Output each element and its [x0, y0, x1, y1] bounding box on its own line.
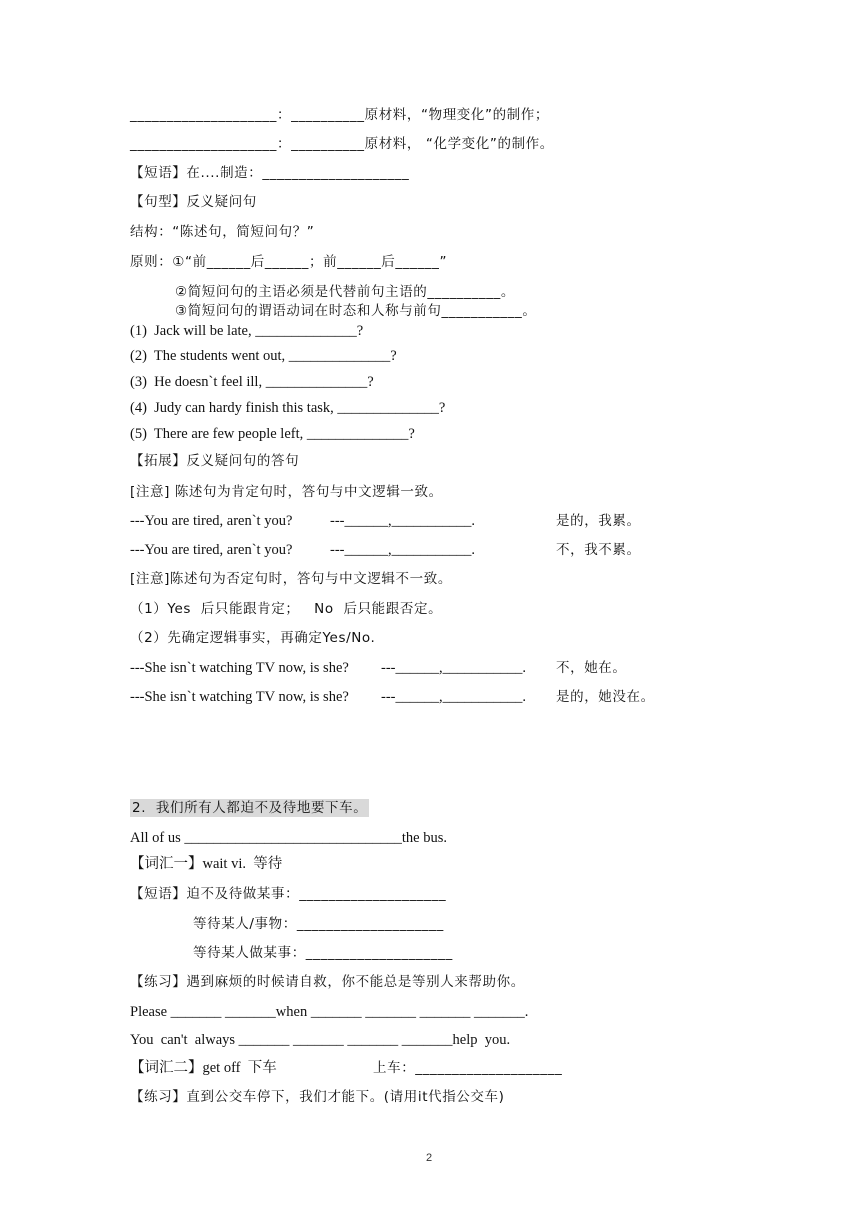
phrase-wait-to: 等待某人做某事：____________________: [193, 945, 453, 961]
answer-chinese: 不，我不累。: [556, 542, 641, 558]
phrase-cant-wait: 【短语】迫不及待做某事：____________________: [130, 886, 447, 902]
expand-title: 【拓展】反义疑问句的答句: [130, 453, 300, 469]
exercise-2: (2) The students went out, ______________?: [130, 348, 397, 364]
rule-2: ②简短问句的主语必须是代替前句主语的__________。: [175, 284, 516, 300]
all-of-us-line: All of us ______________________________the bus.: [130, 830, 447, 846]
practice-1: 【练习】遇到麻烦的时候请自救，你不能总是等别人来帮助你。: [130, 974, 525, 990]
exercise-1: (1) Jack will be late, ______________?: [130, 323, 364, 339]
note-negative: [注意]陈述句为否定句时，答句与中文逻辑不一致。: [130, 571, 452, 587]
pattern-title: 【句型】反义疑问句: [130, 194, 257, 210]
exercise-5: (5) There are few people left, ______________?: [130, 426, 415, 442]
answer-chinese: 不，她在。: [556, 660, 627, 676]
exercise-4: (4) Judy can hardy finish this task, ______________?: [130, 400, 446, 416]
section-2-heading: 2. 我们所有人都迫不及待地要下车。: [132, 800, 368, 816]
answer-blank: ---______,___________.: [330, 542, 475, 558]
please-line: Please _______ _______when _______ _______ _______ _______.: [130, 1004, 529, 1020]
page-number: 2: [426, 1152, 433, 1164]
answer-blank: ---______,___________.: [381, 660, 526, 676]
vocab-get-off: 【词汇二】get off 下车: [130, 1060, 277, 1076]
answer-blank: ---______,___________.: [330, 513, 475, 529]
rule-1: 原则：①“前______后______；前______后______”: [130, 254, 448, 270]
note-positive: [注意] 陈述句为肯定句时，答句与中文逻辑一致。: [130, 484, 443, 500]
phrase-wait-for: 等待某人/事物：____________________: [193, 916, 444, 932]
make-of-line: ____________________：__________原材料， “化学变化”的制作。: [130, 136, 554, 152]
vocab-wait: 【词汇一】wait vi. 等待: [130, 856, 283, 872]
phrase-made-in: 【短语】在....制造：____________________: [130, 165, 410, 181]
practice-2: 【练习】直到公交车停下，我们才能下。(请用it代指公交车): [130, 1089, 505, 1105]
rule-3: ③简短问句的谓语动词在时态和人称与前句___________。: [175, 303, 537, 319]
answer-chinese: 是的，我累。: [556, 513, 641, 529]
exercise-3: (3) He doesn`t feel ill, ______________?: [130, 374, 374, 390]
answer-question: ---She isn`t watching TV now, is she?: [130, 689, 349, 705]
answer-question: ---You are tired, aren`t you?: [130, 542, 293, 558]
rule-logic: （2）先确定逻辑事实，再确定Yes/No.: [130, 630, 376, 646]
you-cant-line: You can't always _______ _______ _______ _______help you.: [130, 1032, 511, 1048]
make-from-line: ____________________：__________原材料，“物理变化”的制作；: [130, 107, 549, 123]
answer-question: ---She isn`t watching TV now, is she?: [130, 660, 349, 676]
structure-line: 结构：“陈述句，简短问句？”: [130, 224, 315, 240]
answer-chinese: 是的，她没在。: [556, 689, 655, 705]
answer-question: ---You are tired, aren`t you?: [130, 513, 293, 529]
rule-yes-no: （1）Yes 后只能跟肯定； No 后只能跟否定。: [130, 601, 443, 617]
get-on-line: 上车：____________________: [373, 1060, 563, 1076]
answer-blank: ---______,___________.: [381, 689, 526, 705]
